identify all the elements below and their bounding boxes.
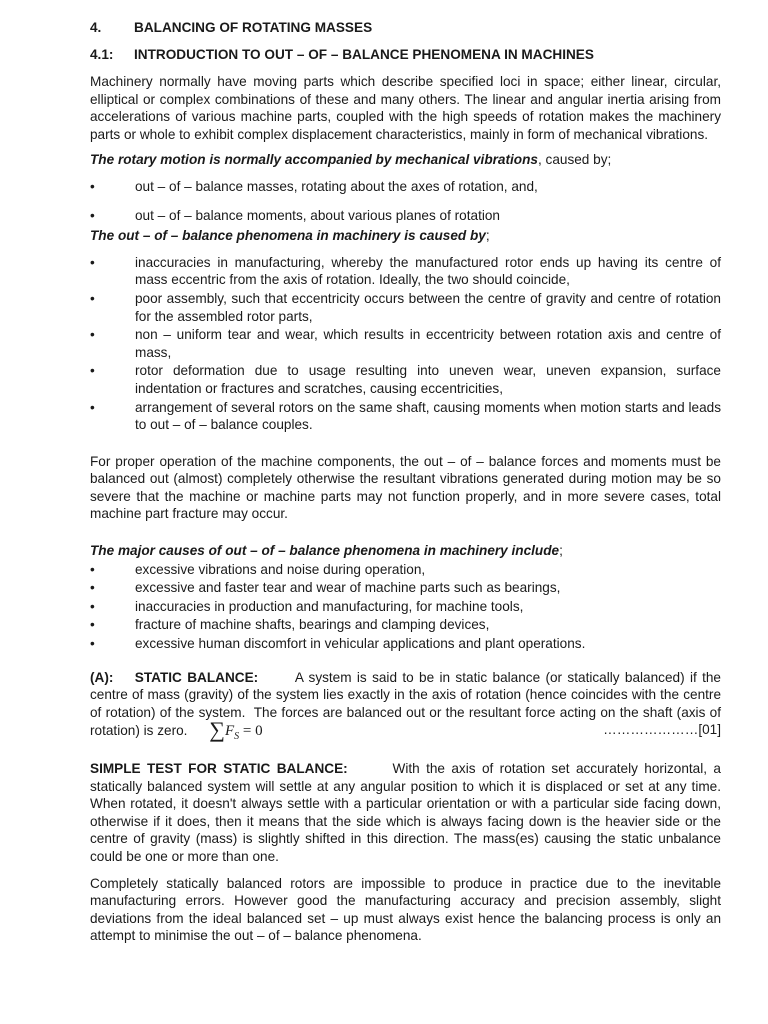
causes-lead (90, 227, 721, 245)
list-item-text: inaccuracies in production and manufacturing, for machine tools, (135, 598, 524, 614)
causes-lead-bold: The out – of – balance phenomena in machinery is caused by (90, 228, 486, 244)
list-item (90, 254, 721, 289)
equation-number: …………………[01] (603, 722, 721, 738)
list-item (90, 290, 721, 325)
force-symbol: F (224, 723, 235, 740)
rotary-lead-rest: , caused by; (537, 152, 612, 168)
causes-bullet-list (90, 254, 721, 434)
rotary-lead (90, 151, 721, 169)
list-item-text: excessive and faster tear and wear of machine parts such as bearings, (135, 580, 561, 596)
major-causes-lead-bold: The major causes of out – of – balance phenomena in machinery include (90, 543, 560, 559)
sigma-symbol: ∑ (209, 717, 225, 743)
major-causes-bullet-list (90, 561, 721, 653)
list-item-text: excessive human discomfort in vehicular applications and plant operations. (135, 636, 586, 652)
simple-test-text: With the axis of rotation set accurately horizontal, a statically balanced system will settle at any angular position to which it is displaced or set at any time. When rotated, it doesn't always settle with a particular orientation or with a particular side facing down, otherwise if it does, then it means that the side which is always facing down is the heavier side or the centre of gravity (mass) is slightly shifted in this direction. The mass(es) causing the static unbalance could be one or more than one. (90, 761, 729, 864)
bullet-icon: • (90, 561, 95, 577)
list-item-text: fracture of machine shafts, bearings and clamping devices, (135, 617, 490, 633)
list-item (90, 598, 721, 616)
force-subscript: S (234, 731, 240, 743)
final-paragraph: Completely statically balanced rotors are impossible to produce in practice due to the inevitable manufacturing errors. However good the manufacturing accuracy and precision assembly, slight deviations from the ideal balanced set – up must always exist hence the balancing process is only an attempt to minimise the out – of – balance phenomena. (90, 875, 721, 944)
bullet-icon: • (90, 580, 95, 596)
intro-paragraph: Machinery normally have moving parts which describe specified loci in space; either linear, circular, elliptical or complex combinations of these and many others. The linear and angular inertia arising from accelerations of various machine parts, coupled with the high speeds of rotation makes the machinery parts or whole to exhibit complex displacement characteristics, mainly in form of mechanical vibrations. (90, 74, 721, 142)
static-balance-paragraph (90, 669, 725, 746)
bullet-icon: • (90, 327, 95, 343)
major-causes-lead-rest: ; (559, 543, 563, 559)
list-item-text: rotor deformation due to usage resulting into uneven wear, uneven expansion, surface indentation or fractures and scratches, causing eccentricities, (135, 363, 721, 396)
simple-test-label: SIMPLE TEST FOR STATIC BALANCE: (90, 761, 348, 776)
list-item (90, 616, 721, 634)
list-item (90, 326, 721, 361)
causes-lead-rest: ; (485, 228, 490, 244)
subsection-title: INTRODUCTION TO OUT – OF – BALANCE PHENOMENA IN MACHINES (134, 47, 594, 62)
sum-forces-formula (209, 717, 263, 743)
bullet-icon: • (90, 254, 95, 270)
document-body (90, 19, 729, 945)
list-item-text: inaccuracies in manufacturing, whereby the manufactured rotor ends up having its centre of mass eccentric from the axis of rotation. Ideally, the two should coincide, (135, 254, 721, 288)
bullet-icon: • (90, 290, 95, 306)
bullet-icon: • (90, 598, 95, 614)
proper-operation-paragraph: For proper operation of the machine components, the out – of – balance forces and moments must be balanced out (almost) completely otherwise the resultant vibrations generated during motion may be so severe that the machine or machine parts may not function properly, and in more severe cases, total machine part fracture may occur. (90, 453, 721, 522)
list-item (90, 579, 721, 597)
section-number: 4. (90, 20, 102, 35)
bullet-icon: • (90, 617, 95, 633)
list-item (90, 399, 721, 434)
rotary-lead-bold: The rotary motion is normally accompanied by mechanical vibrations (90, 152, 538, 168)
section-heading (90, 19, 721, 37)
simple-test-paragraph (90, 760, 729, 866)
list-item-text: excessive vibrations and noise during operation, (135, 561, 426, 577)
list-item (90, 362, 721, 397)
rotary-bullet-list (90, 178, 721, 224)
bullet-icon: • (90, 178, 95, 194)
list-item (90, 635, 721, 653)
bullet-icon: • (90, 636, 95, 652)
static-balance-text: A system is said to be in static balance (or statically balanced) if the centre of mass (gravity) of the system lies exactly in the axis of rotation (hence coincides with the centre of rotation) of the system. The forces are balanced out or the resultant force acting on the shaft (axis of rotation) is zero. (90, 669, 725, 739)
list-item (90, 561, 721, 579)
major-causes-lead (90, 542, 721, 560)
list-item-text: poor assembly, such that eccentricity occurs between the centre of gravity and centre of rotation for the assembled rotor parts, (135, 290, 721, 324)
list-item (90, 207, 721, 225)
subsection-number: 4.1: (90, 47, 114, 62)
static-balance-label: (A): STATIC BALANCE: (90, 669, 259, 685)
bullet-icon: • (90, 207, 95, 223)
section-title: BALANCING OF ROTATING MASSES (134, 20, 373, 35)
list-item-text: out – of – balance masses, rotating about the axes of rotation, and, (135, 178, 538, 194)
bullet-icon: • (90, 399, 95, 415)
bullet-icon: • (90, 363, 95, 379)
list-item-text: non – uniform tear and wear, which results in eccentricity between rotation axis and centre of mass, (135, 327, 721, 360)
list-item-text: arrangement of several rotors on the same shaft, causing moments when motion starts and leads to out – of – balance couples. (135, 399, 721, 433)
subsection-heading (90, 46, 721, 64)
list-item (90, 178, 721, 196)
list-item-text: out – of – balance moments, about various planes of rotation (135, 207, 500, 223)
formula-equals: = 0 (239, 723, 263, 740)
